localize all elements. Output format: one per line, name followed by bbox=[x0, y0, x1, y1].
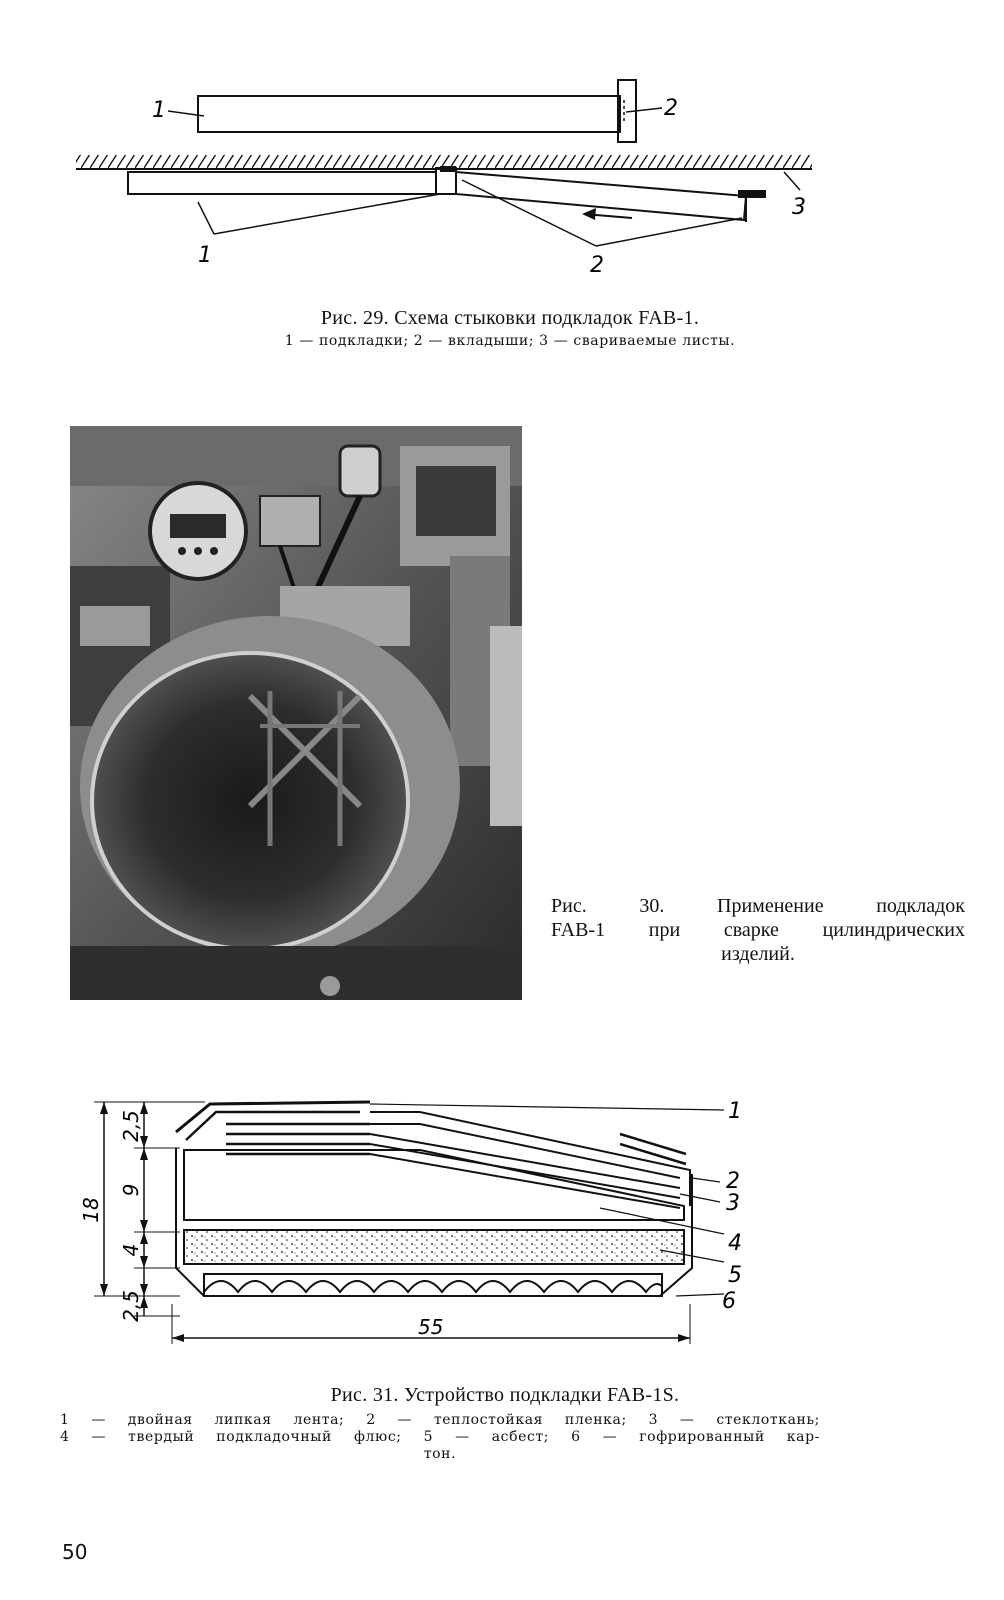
label-pad-bottom: 1 bbox=[198, 243, 212, 268]
label-pad-top: 1 bbox=[152, 98, 166, 123]
figure-31-legend bbox=[60, 1412, 820, 1463]
figure-31-legend-line1: 1 — двойная липкая лента; 2 — теплостойкая пленка; 3 — стеклоткань; bbox=[60, 1412, 820, 1428]
label-4: 4 bbox=[728, 1231, 742, 1256]
figure-31-legend-line3: тон. bbox=[423, 1446, 457, 1462]
figure-29-legend: 1 — подкладки; 2 — вкладыши; 3 — свариваемые листы. bbox=[284, 333, 736, 349]
figure-30-caption-line3: изделий. bbox=[721, 943, 795, 965]
label-1: 1 bbox=[728, 1099, 742, 1124]
label-5: 5 bbox=[728, 1263, 742, 1288]
dim-bottom: 2,5 bbox=[119, 1290, 143, 1322]
pad-rect-bottom bbox=[128, 172, 436, 194]
label-6: 6 bbox=[722, 1289, 736, 1314]
label-2: 2 bbox=[726, 1169, 740, 1194]
figure-30-caption bbox=[551, 894, 965, 966]
figure-30-caption-line2: FAB-1 при сварке цилиндрических bbox=[551, 919, 965, 941]
adhesive-tape bbox=[176, 1102, 370, 1132]
figure-31-title: Рис. 31. Устройство подкладки FAB-1S. bbox=[330, 1384, 680, 1406]
asbestos-layer bbox=[184, 1230, 684, 1264]
figure-31-diagram bbox=[0, 1090, 1004, 1350]
figure-30-caption-line1: Рис. 30. Применение подкладок bbox=[551, 895, 965, 917]
pad-rect-tilted bbox=[456, 172, 746, 220]
figure-30-photo bbox=[70, 426, 522, 1000]
label-sheets: 3 bbox=[792, 195, 806, 220]
dim-flux: 9 bbox=[119, 1183, 143, 1197]
dim-width: 55 bbox=[418, 1315, 444, 1339]
figure-31-legend-line2: 4 — твердый подкладочный флюс; 5 — асбест; 6 — гофрированный кар- bbox=[60, 1429, 820, 1445]
label-3: 3 bbox=[726, 1191, 740, 1216]
label-insert-top: 2 bbox=[664, 96, 678, 121]
figure-29-diagram bbox=[0, 0, 1004, 300]
dim-top: 2,5 bbox=[119, 1110, 143, 1142]
page-number: 50 bbox=[62, 1540, 88, 1564]
dim-asbestos: 4 bbox=[119, 1243, 143, 1257]
dim-total-height: 18 bbox=[79, 1197, 103, 1223]
pad-rect-top bbox=[198, 96, 620, 132]
label-insert-bottom: 2 bbox=[590, 253, 604, 278]
figure-29-title: Рис. 29. Схема стыковки подкладок FAB-1. bbox=[320, 307, 700, 329]
